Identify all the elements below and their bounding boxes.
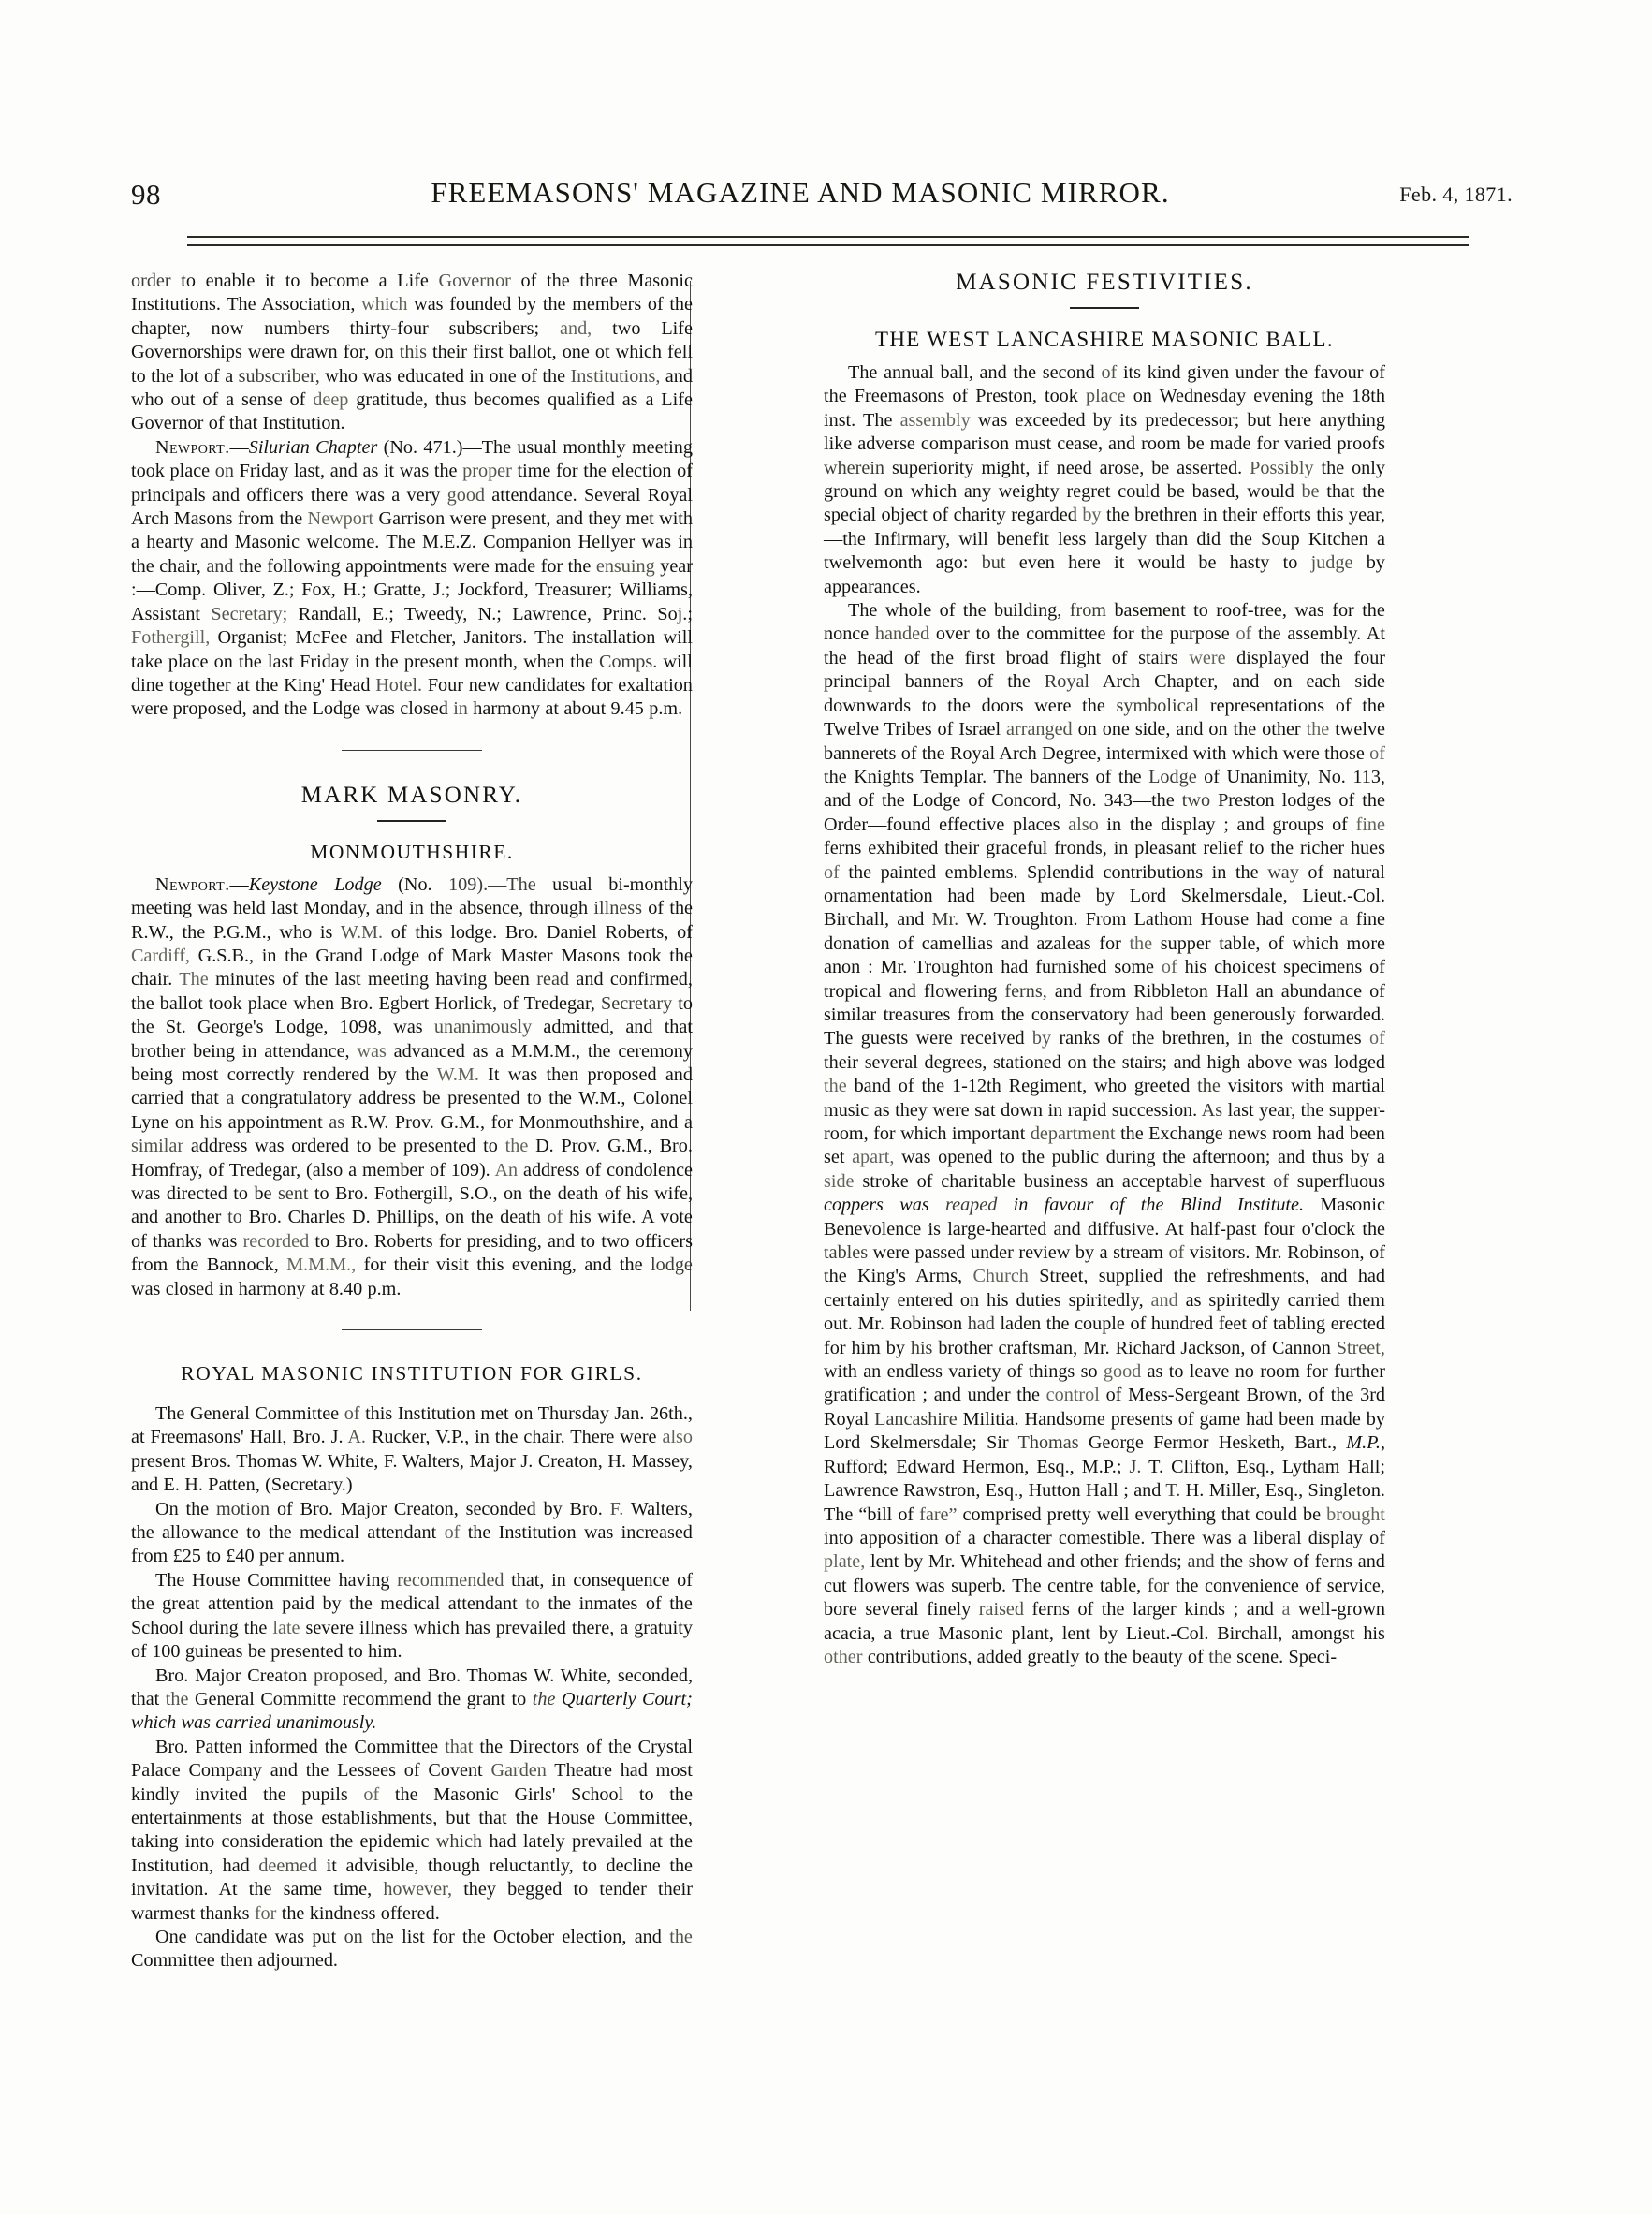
- heading-west-lancashire-masonic-ball: THE WEST LANCASHIRE MASONIC BALL.: [875, 328, 1334, 351]
- paragraph-girls-1: The General Committee of this Institution met on Thursday Jan. 26th., at Freemasons' Hall, Bro. J. A. Rucker, V.P., in the chair. There were also present Bros. Thomas W. White, F. Walters, Major J. Creaton, H. Massey, and E. H. Patten, (Secretary.): [131, 1403, 694, 1496]
- heading-masonic-festivities: MASONIC FESTIVITIES.: [956, 270, 1253, 295]
- paragraph-keystone-lodge: [131, 873, 693, 1301]
- section-separator-rule-2: [342, 1329, 482, 1330]
- paragraph-girls-2: On the motion of Bro. Major Creaton, seconded by Bro. F. Walters, the allowance to the medical attendant of the Institution was increased from £25 to £40 per annum.: [131, 1498, 693, 1567]
- paragraph-silurian-chapter: [131, 436, 693, 722]
- heading-mark-masonry: MARK MASONRY.: [300, 782, 523, 808]
- paragraph-girls-4: Bro. Major Creaton proposed, and Bro. Thomas W. White, seconded, that the General Committe recommend the grant to the Quarterly Court; which was carried unanimously.: [131, 1665, 694, 1734]
- paragraph-ball-1: The annual ball, and the second of its kind given under the favour of the Freemasons of Preston, took place on Wednesday evening the 18th inst. The assembly was exceeded by its predecessor; but here anything like adverse comparison must cease, and room be made for varied proofs wherein superiority might, if need arose, be asserted. Possibly the only ground on which any weighty regret could be based, would be that the special object of charity regarded by the brethren in their efforts this year,—the Infirmary, will benefit less largely than did the Soup Kitchen a twelvemonth ago: but even here it would be hasty to judge by appearances.: [824, 362, 1386, 597]
- section-separator-rule: [342, 750, 482, 751]
- issue-date: Feb. 4, 1871.: [1399, 183, 1513, 206]
- page-masthead: [131, 176, 1516, 219]
- right-column: [824, 270, 1385, 1669]
- heading-underline-mark-masonry: [377, 820, 446, 822]
- running-title: FREEMASONS' MAGAZINE AND MASONIC MIRROR.: [431, 176, 1170, 209]
- heading-royal-masonic-institution-girls: ROYAL MASONIC INSTITUTION FOR GIRLS.: [181, 1362, 643, 1386]
- paragraph-girls-5: Bro. Patten informed the Committee that the Directors of the Crystal Palace Company and the Lessees of Covent Garden Theatre had most kindly invited the pupils of the Masonic Girls' School to the entertainments at those establishments, but that the House Committee, taking into consideration the epidemic which had lately prevailed at the Institution, had deemed it advisible, though reluctantly, to decline the invitation. At the same time, however, they begged to tender their warmest thanks for the kindness offered.: [131, 1736, 694, 1924]
- keystone-lodge-body: (No. 109).—The usual bi-monthly meeting was held last Monday, and in the absence, through illness of the R.W., the P.G.M., who is W.M. of this lodge. Bro. Daniel Roberts, of Cardiff, G.S.B., in the Grand Lodge of Mark Master Masons took the chair. The minutes of the last meeting having been read and confirmed, the ballot took place when Bro. Egbert Horlick, of Tredegar, Secretary to the St. George's Lodge, 1098, was unanimously admitted, and that brother being in attendance, was advanced as a M.M.M., the ceremony being most correctly rendered by the W.M. It was then proposed and carried that a congratulatory address be presented to the W.M., Colonel Lyne on his appointment as R.W. Prov. G.M., for Monmouthshire, and a similar address was ordered to be presented to the D. Prov. G.M., Bro. Homfray, of Tredegar, (also a member of 109). An address of condolence was directed to be sent to Bro. Fothergill, S.O., on the death of his wife, and another to Bro. Charles D. Phillips, on the death of his wife. A vote of thanks was recorded to Bro. Roberts for presiding, and to two officers from the Bannock, M.M.M., for their visit this evening, and the lodge was closed in harmony at 8.40 p.m.: [131, 873, 694, 1299]
- left-column: [131, 270, 693, 1973]
- paragraph-girls-3: The House Committee having recommended that, in consequence of the great attention paid by the medical attendant to the inmates of the School during the late severe illness which has prevailed there, a gratuity of 100 guineas be presented to him.: [131, 1569, 693, 1663]
- lodge-location-newport-2: Newport.: [155, 873, 230, 895]
- masthead-rule: [187, 236, 1469, 246]
- lodge-location-newport: Newport.: [155, 436, 230, 458]
- spacer-after-girls-heading: [131, 1386, 693, 1402]
- subheading-monmouthshire: MONMOUTHSHIRE.: [310, 840, 514, 863]
- paragraph-ball-2: The whole of the building, from basement to roof-tree, was for the nonce handed over to the committee for the purpose of the assembly. At the head of the first broad flight of stairs were displayed the four principal banners of the Royal Arch Chapter, and on each side downwards to the doors were the symbolical representations of the Twelve Tribes of Israel arranged on one side, and on the other the twelve bannerets of the Royal Arch Degree, intermixed with which were those of the Knights Templar. The banners of the Lodge of Unanimity, No. 113, and of the Lodge of Concord, No. 343—the two Preston lodges of the Order—found effective places also in the display ; and groups of fine ferns exhibited their graceful fronds, in pleasant relief to the richer hues of the painted emblems. Splendid contributions in the way of natural ornamentation had been made by Lord Skelmersdale, Lieut.-Col. Birchall, and Mr. W. Troughton. From Lathom House had come a fine donation of camellias and azaleas for the supper table, of which more anon : Mr. Troughton had furnished some of his choicest specimens of tropical and flowering ferns, and from Ribbleton Hall an abundance of similar treasures from the conservatory had been generously forwarded. The guests were received by ranks of the brethren, in the costumes of their several degrees, stationed on the stairs; and high above was lodged the band of the 1-12th Regiment, who greeted the visitors with martial music as they were sat down in rapid succession. As last year, the supper-room, for which important department the Exchange news room had been set apart, was opened to the public during the afternoon; and thus by a side stroke of charitable business an acceptable harvest of superfluous coppers was reaped in favour of the Blind Institute. Masonic Benevolence is large-hearted and diffusive. At half-past four o'clock the tables were passed under review by a stream of visitors. Mr. Robinson, of the King's Arms, Church Street, supplied the refreshments, and had certainly entered on his duties spiritedly, and as spiritedly carried them out. Mr. Robinson had laden the couple of hundred feet of tabling erected for him by his brother craftsman, Mr. Richard Jackson, of Cannon Street, with an endless variety of things so good as to leave no room for further gratification ; and under the control of Mess-Sergeant Brown, of the 3rd Royal Lancashire Militia. Handsome presents of game had been made by Lord Skelmersdale; Sir Thomas George Fermor Hesketh, Bart., M.P., Rufford; Edward Hermon, Esq., M.P.; J. T. Clifton, Esq., Lytham Hall; Lawrence Rawstron, Esq., Hutton Hall ; and T. H. Miller, Esq., Singleton. The “bill of fare” comprised pretty well everything that could be brought into apposition of a character comestible. There was a liberal display of plate, lent by Mr. Whitehead and other friends; and the show of ferns and cut flowers was superb. The centre table, for the convenience of service, bore several finely raised ferns of the larger kinds ; and a well-grown acacia, a true Masonic plant, lent by Lieut.-Col. Birchall, amongst his other contributions, added greatly to the beauty of the scene. Speci-: [824, 600, 1386, 1667]
- page-folio-number: 98: [131, 178, 161, 211]
- lodge-name-silurian-chapter: Silurian Chapter: [248, 436, 378, 458]
- lead-dash-1: —: [229, 436, 249, 458]
- heading-underline-festivities: [1070, 307, 1139, 309]
- silurian-chapter-body: (No. 471.)—The usual monthly meeting took place on Friday last, and as it was the proper time for the election of principals and officers there was a very good attendance. Several Royal Arch Masons from the Newport Garrison were present, and they met with a hearty and Masonic welcome. The M.E.Z. Companion Hellyer was in the chair, and the following appointments were made for the ensuing year :—Comp. Oliver, Z.; Fox, H.; Gratte, J.; Jockford, Treasurer; Williams, Assistant Secretary; Randall, E.; Tweedy, N.; Lawrence, Princ. Soj.; Fothergill, Organist; McFee and Fletcher, Janitors. The installation will take place on the last Friday in the present month, when the Comps. will dine together at the King' Head Hotel. Four new candidates for exaltation were proposed, and the Lodge was closed in harmony at about 9.45 p.m.: [131, 436, 693, 720]
- lead-dash-2: —: [229, 873, 249, 895]
- lodge-name-keystone-lodge: Keystone Lodge: [248, 873, 382, 895]
- paragraph-life-governor: order to enable it to become a Life Governor of the three Masonic Institutions. The Association, which was founded by the members of the chapter, now numbers thirty-four subscribers; and, two Life Governorships were drawn for, on this their first ballot, one ot which fell to the lot of a subscriber, who was educated in one of the Institutions, and who out of a sense of deep gratitude, thus becomes qualified as a Life Governor of that Institution.: [131, 271, 693, 434]
- paragraph-girls-6: One candidate was put on the list for the October election, and the Committee then adjourned.: [131, 1926, 693, 1972]
